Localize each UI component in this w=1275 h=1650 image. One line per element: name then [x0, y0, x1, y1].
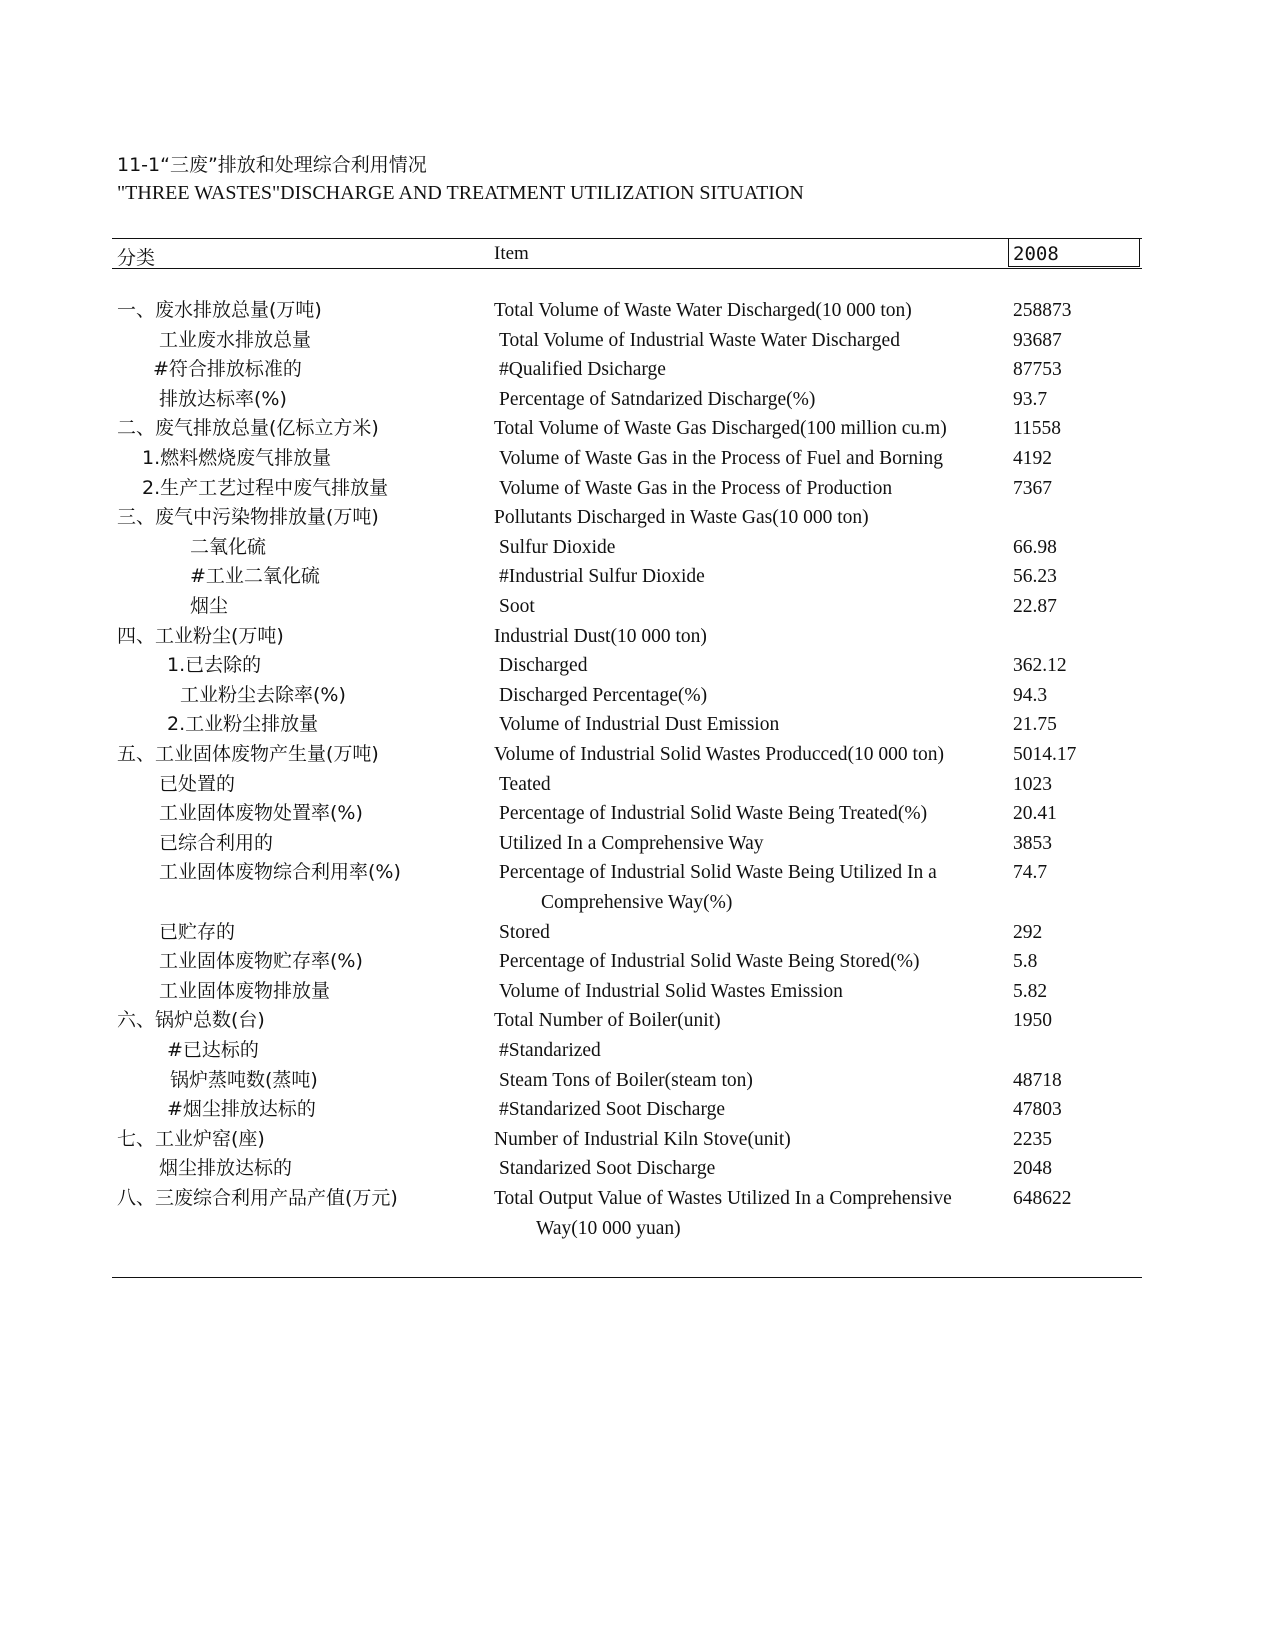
row-label-cn: 2.工业粉尘排放量: [167, 713, 319, 736]
row-label-cn: 工业固体废物贮存率(%): [159, 950, 363, 973]
row-label-cn: #已达标的: [167, 1039, 259, 1061]
row-label-cn: #工业二氧化硫: [190, 565, 320, 588]
row-label-en: Standarized Soot Discharge: [499, 1158, 716, 1180]
row-value: 56.23: [1013, 566, 1057, 588]
row-value: 5.8: [1013, 951, 1038, 973]
table-row: [0, 799, 1275, 829]
table-row: [0, 1125, 1275, 1155]
row-value: 5014.17: [1013, 744, 1077, 765]
table-row: [0, 414, 1275, 444]
row-label-cn: 二氧化硫: [190, 535, 267, 558]
table-row: [0, 592, 1275, 622]
row-label-en: Sulfur Dioxide: [499, 536, 616, 558]
row-label-cn: 工业固体废物综合利用率(%): [159, 861, 401, 884]
table-row: [0, 947, 1275, 977]
row-label-en: Volume of Industrial Dust Emission: [499, 714, 780, 736]
row-value: 4192: [1013, 448, 1052, 469]
row-label-en: #Standarized Soot Discharge: [499, 1099, 726, 1121]
row-value: 48718: [1013, 1069, 1062, 1091]
table-row: [0, 444, 1275, 474]
table-title-english: "THREE WASTES"DISCHARGE AND TREATMENT UTILIZATION SITUATION: [117, 182, 804, 204]
row-value: 93.7: [1013, 388, 1048, 410]
row-value: 11558: [1013, 418, 1062, 440]
row-label-en: Volume of Industrial Solid Wastes Producced(10 000 ton): [494, 744, 944, 765]
row-value: 2048: [1013, 1158, 1052, 1180]
row-label-en: Percentage of Industrial Solid Waste Being Stored(%): [499, 951, 920, 973]
table-row: [0, 1154, 1275, 1184]
row-label-cn: 工业固体废物处置率(%): [159, 802, 363, 825]
row-label-en: Total Volume of Waste Water Discharged(10 000 ton): [494, 300, 912, 321]
row-label-en: Total Volume of Industrial Waste Water Discharged: [499, 329, 900, 351]
row-value: 292: [1013, 921, 1043, 943]
row-label-en: Utilized In a Comprehensive Way: [499, 832, 764, 854]
row-label-cn: 烟尘排放达标的: [159, 1157, 293, 1180]
row-label-en: Steam Tons of Boiler(steam ton): [499, 1069, 753, 1091]
table-row: [0, 858, 1275, 917]
table-row: [0, 474, 1275, 504]
row-label-cn: 1.燃料燃烧废气排放量: [142, 447, 332, 469]
row-value: 93687: [1013, 329, 1062, 351]
table-header: [112, 238, 1142, 269]
table-row: [0, 651, 1275, 681]
table-row: [0, 770, 1275, 800]
table-row: [0, 355, 1275, 385]
row-value: 7367: [1013, 477, 1052, 499]
table-row: [0, 1095, 1275, 1125]
row-label-en: Volume of Waste Gas in the Process of Production: [499, 477, 893, 499]
row-label-en: Percentage of Satndarized Discharge(%): [499, 388, 816, 410]
table-row: [0, 918, 1275, 948]
row-label-cn: 排放达标率(%): [159, 387, 287, 410]
row-label-cn: 锅炉蒸吨数(蒸吨): [170, 1068, 318, 1091]
row-label-en: #Standarized: [499, 1040, 601, 1061]
table-bottom-rule: [112, 1277, 1142, 1278]
row-label-cn: 烟尘: [190, 595, 229, 617]
row-label-cn: 四、工业粉尘(万吨): [117, 624, 284, 647]
table-row: [0, 562, 1275, 592]
row-label-en: Total Number of Boiler(unit): [494, 1010, 721, 1032]
row-value: 20.41: [1013, 803, 1057, 825]
row-label-en: Pollutants Discharged in Waste Gas(10 000 ton): [494, 507, 869, 529]
row-label-cn: 二、废气排放总量(亿标立方米): [117, 417, 379, 440]
row-label-en: Number of Industrial Kiln Stove(unit): [494, 1128, 791, 1150]
row-value: 258873: [1013, 300, 1072, 321]
row-value: 74.7: [1013, 862, 1048, 884]
header-item: Item: [494, 243, 529, 264]
row-label-cn: #符合排放标准的: [153, 358, 302, 381]
table-row: [0, 296, 1275, 326]
table-row: [0, 1066, 1275, 1096]
table-row: [0, 710, 1275, 740]
table-row: [0, 1184, 1275, 1243]
table-row: [0, 977, 1275, 1007]
row-label-cn: 六、锅炉总数(台): [117, 1009, 265, 1032]
row-value: 21.75: [1013, 714, 1057, 736]
row-label-en: Stored: [499, 921, 550, 943]
row-label-en-line2: Comprehensive Way(%): [541, 891, 733, 913]
row-label-cn: 已贮存的: [159, 920, 236, 943]
table-row: [0, 681, 1275, 711]
row-label-cn: 2.生产工艺过程中废气排放量: [142, 476, 389, 499]
row-label-cn: 已处置的: [159, 772, 236, 795]
row-value: 648622: [1013, 1188, 1072, 1209]
row-label-en: Teated: [499, 773, 551, 795]
row-value: 2235: [1013, 1128, 1052, 1150]
row-label-cn: 工业固体废物排放量: [159, 979, 331, 1002]
table-row: [0, 740, 1275, 770]
row-value: 1950: [1013, 1010, 1052, 1032]
row-label-cn: 工业废水排放总量: [159, 328, 312, 351]
row-value: 94.3: [1013, 684, 1048, 706]
table-row: [0, 622, 1275, 652]
table-row: [0, 326, 1275, 356]
row-label-cn: 一、废水排放总量(万吨): [117, 299, 322, 321]
row-label-en-line1: Percentage of Industrial Solid Waste Being Utilized In a: [499, 862, 937, 884]
table-title-chinese: 11-1“三废”排放和处理综合利用情况: [117, 154, 427, 176]
row-value: 66.98: [1013, 536, 1057, 558]
row-label-cn: 七、工业炉窑(座): [117, 1127, 265, 1150]
row-label-en-line1: Total Output Value of Wastes Utilized In a Comprehensive: [494, 1188, 952, 1209]
table-row: [0, 385, 1275, 415]
row-value: 87753: [1013, 359, 1062, 381]
row-value: 3853: [1013, 832, 1052, 854]
table-row: [0, 1036, 1275, 1066]
row-label-cn: 1.已去除的: [167, 654, 262, 677]
row-value: 5.82: [1013, 980, 1048, 1002]
row-label-en: #Industrial Sulfur Dioxide: [499, 566, 705, 588]
row-label-en: Soot: [499, 596, 535, 617]
row-label-en-line2: Way(10 000 yuan): [536, 1217, 681, 1239]
table-row: [0, 503, 1275, 533]
header-category: 分类: [117, 247, 156, 269]
row-label-cn: 三、废气中污染物排放量(万吨): [117, 506, 379, 529]
row-label-cn: 五、工业固体废物产生量(万吨): [117, 743, 379, 765]
row-value: 1023: [1013, 773, 1052, 795]
table-row: [0, 829, 1275, 859]
row-label-en: Volume of Industrial Solid Wastes Emission: [499, 980, 843, 1002]
row-label-en: Total Volume of Waste Gas Discharged(100 million cu.m): [494, 418, 947, 440]
row-label-cn: 八、三废综合利用产品产值(万元): [117, 1187, 398, 1209]
row-label-en: [499, 858, 999, 917]
row-label-en: [494, 1184, 994, 1243]
row-label-cn: 工业粉尘去除率(%): [180, 683, 346, 706]
table-row: [0, 533, 1275, 563]
row-value: 47803: [1013, 1099, 1062, 1121]
row-label-cn: #烟尘排放达标的: [167, 1098, 316, 1121]
row-label-cn: 已综合利用的: [159, 831, 274, 854]
row-label-en: Discharged: [499, 655, 588, 677]
row-value: 362.12: [1013, 655, 1067, 677]
row-label-en: #Qualified Dsicharge: [499, 359, 666, 381]
header-year: 2008: [1013, 243, 1059, 265]
table-row: [0, 1006, 1275, 1036]
row-label-en: Industrial Dust(10 000 ton): [494, 625, 707, 647]
row-label-en: Percentage of Industrial Solid Waste Being Treated(%): [499, 803, 928, 825]
row-value: 22.87: [1013, 596, 1057, 617]
row-label-en: Discharged Percentage(%): [499, 684, 708, 706]
row-label-en: Volume of Waste Gas in the Process of Fuel and Borning: [499, 448, 943, 469]
